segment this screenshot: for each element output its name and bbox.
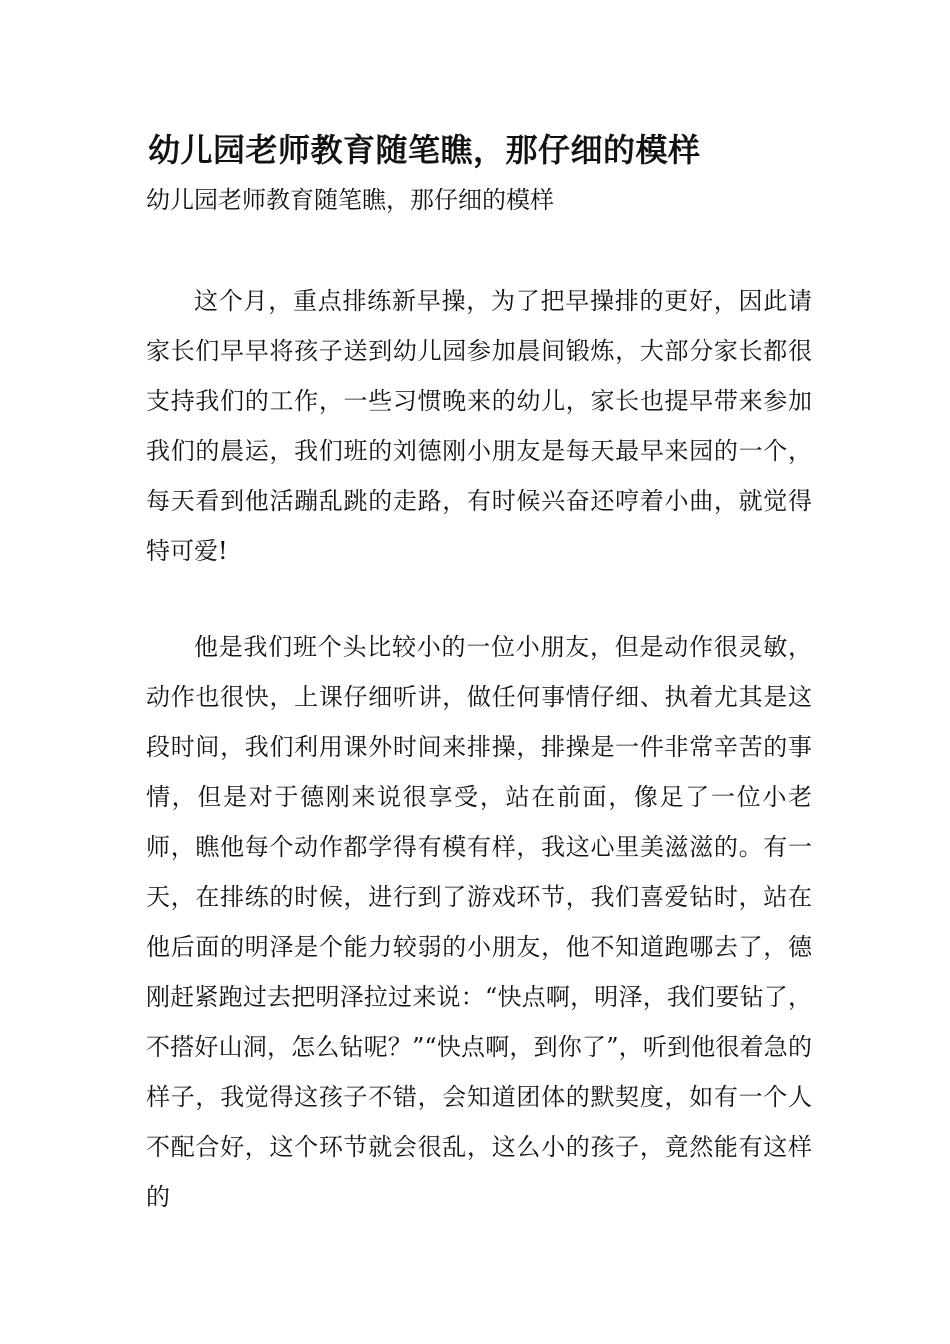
document-title: 幼儿园老师教育随笔瞧，那仔细的模样	[148, 131, 701, 169]
paragraph-2: 他是我们班个头比较小的一位小朋友，但是动作很灵敏，动作也很快，上课仔细听讲，做任何事情仔细、执着尤其是这段时间，我们利用课外时间来排操，排操是一件非常辛苦的事情，但是对于德刚来说很享受，站在前面，像足了一位小老师，瞧他每个动作都学得有模有样，我这心里美滋滋的。有一天，在排练的时候，进行到了游戏环节，我们喜爱钻时，站在他后面的明泽是个能力较弱的小朋友，他不知道跑哪去了，德刚赶紧跑过去把明泽拉过来说：“快点啊，明泽，我们要钻了，不搭好山洞，怎么钻呢？”“快点啊，到你了”，听到他很着急的样子，我觉得这孩子不错，会知道团体的默契度，如有一个人不配合好，这个环节就会很乱，这么小的孩子，竟然能有这样的	[146, 633, 812, 1211]
document-subtitle: 幼儿园老师教育随笔瞧，那仔细的模样	[146, 186, 554, 214]
paragraph-1: 这个月，重点排练新早操，为了把早操排的更好，因此请家长们早早将孩子送到幼儿园参加晨间锻炼，大部分家长都很支持我们的工作，一些习惯晚来的幼儿，家长也提早带来参加我们的晨运，我们班的刘德刚小朋友是每天最早来园的一个，每天看到他活蹦乱跳的走路，有时候兴奋还哼着小曲，就觉得特可爱!	[146, 287, 812, 565]
